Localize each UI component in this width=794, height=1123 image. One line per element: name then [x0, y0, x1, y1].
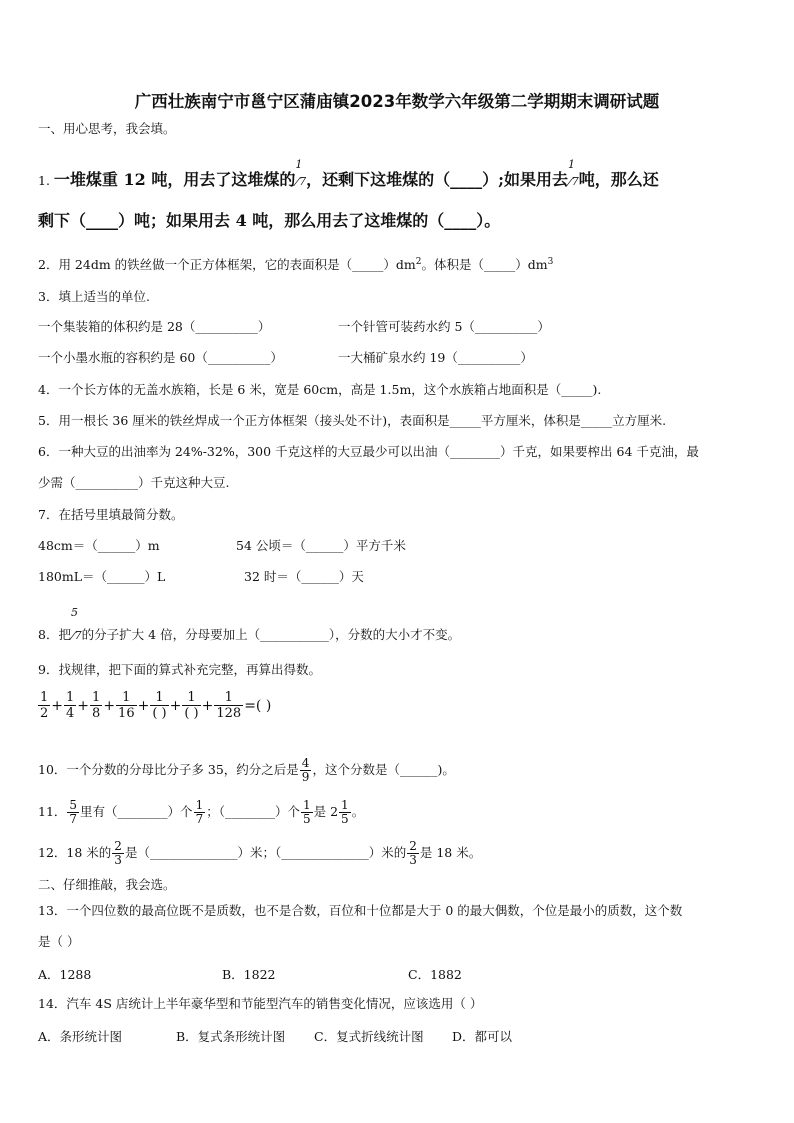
- fraction-numerator: 5: [70, 606, 78, 619]
- question-14-option-a[interactable]: A．条形统计图: [38, 1029, 123, 1044]
- fraction-denominator: 7: [299, 175, 307, 188]
- question-12-text-a: 12．18 米的: [38, 845, 112, 860]
- question-1-text-b: ，还剩下这堆煤的（____）;如果用去: [306, 170, 568, 189]
- question-10-text-a: 10．一个分数的分母比分子多 35，约分之后是: [38, 762, 299, 777]
- question-8-fraction: 5 /7: [69, 606, 82, 642]
- question-6-line-1: 6．一种大豆的出油率为 24%-32%，300 千克这样的大豆最少可以出油（________）千克，如果要榨出 64 千克油，最: [38, 444, 699, 459]
- question-11-number: 11．: [38, 804, 67, 819]
- question-7-item-3: 180mL＝（______）L: [38, 569, 166, 584]
- question-12-fraction-2: $\frac{2}{3}$: [409, 839, 417, 867]
- question-7-title: 7．在括号里填最简分数。: [38, 507, 184, 522]
- fraction-denominator: 7: [74, 629, 82, 642]
- equation-term-5: $\frac{1}{( )}$: [152, 690, 167, 721]
- question-6-line-2: 少需（__________）千克这种大豆.: [38, 475, 230, 490]
- question-8-text-b: 的分子扩大 4 倍，分母要加上（___________），分数的大小才不变。: [81, 627, 461, 642]
- equation-term-4: $\frac{1}{16}$: [118, 690, 135, 721]
- page-title: 广西壮族南宁市邕宁区蒲庙镇2023年数学六年级第二学期期末调研试题: [134, 92, 660, 111]
- question-7-item-2: 54 公顷＝（______）平方千米: [236, 538, 406, 553]
- fraction-numerator: 1: [567, 158, 575, 171]
- fraction-numerator: 1: [295, 158, 303, 171]
- question-1-fraction-2: 1 /7: [568, 173, 579, 188]
- question-11-text-c: 是 2: [313, 804, 339, 819]
- question-11: [38, 797, 364, 827]
- question-8: [38, 606, 461, 644]
- question-13-line-1: 13．一个四位数的最高位既不是质数，也不是合数，百位和十位都是大于 0 的最大偶数，个位是最小的质数，这个数: [38, 903, 683, 918]
- question-2-text-b: 。体积是（_____）dm: [421, 257, 548, 272]
- question-10-fraction: $\frac{4}{9}$: [301, 756, 310, 784]
- question-8-text-a: 8．把: [38, 627, 71, 642]
- question-1-line-1: [38, 158, 659, 194]
- question-10: [38, 755, 455, 785]
- equation-term-2: $\frac{1}{4}$: [66, 690, 75, 721]
- question-13-option-c[interactable]: C．1882: [408, 967, 462, 982]
- question-1-text-c: 吨，那么还: [578, 170, 659, 189]
- question-3-title: 3．填上适当的单位.: [38, 289, 150, 304]
- question-12-fraction-1: $\frac{2}{3}$: [114, 839, 122, 867]
- question-12-text-c: 是 18 米。: [419, 845, 482, 860]
- question-1-number: 1.: [38, 173, 50, 188]
- question-13-option-a[interactable]: A．1288: [38, 967, 92, 982]
- question-12: [38, 838, 481, 868]
- question-14-option-c[interactable]: C．复式折线统计图: [314, 1029, 424, 1044]
- plus-sign: +: [77, 697, 90, 714]
- plus-sign: +: [103, 697, 116, 714]
- question-5: 5．用一根长 36 厘米的铁丝焊成一个正方体框架（接头处不计)，表面积是_____平方厘米，体积是_____立方厘米.: [38, 413, 667, 428]
- question-9-equation: [38, 690, 272, 721]
- question-14-option-d[interactable]: D．都可以: [452, 1029, 513, 1044]
- question-3-item-4: 一大桶矿泉水约 19（__________）: [338, 350, 533, 365]
- question-11-fraction-2: $\frac{1}{7}$: [195, 798, 204, 826]
- equation-result: =( ): [244, 697, 272, 714]
- superscript-3: 3: [547, 257, 554, 267]
- question-13-option-b[interactable]: B．1822: [222, 967, 276, 982]
- question-2: [38, 257, 553, 275]
- equation-term-1: $\frac{1}{2}$: [40, 690, 49, 721]
- equation-term-3: $\frac{1}{8}$: [92, 690, 101, 721]
- section-2-heading: 二、仔细推敲，我会选。: [38, 877, 176, 892]
- equation-term-6: $\frac{1}{( )}$: [184, 690, 199, 721]
- section-1-heading: 一、用心思考，我会填。: [38, 121, 176, 136]
- plus-sign: +: [51, 697, 64, 714]
- question-11-text-d: 。: [351, 804, 365, 819]
- plus-sign: +: [137, 697, 150, 714]
- question-3-item-2: 一个针管可装药水约 5（__________）: [338, 319, 550, 334]
- equation-term-7: $\frac{1}{128}$: [216, 690, 242, 721]
- question-14-option-b[interactable]: B．复式条形统计图: [176, 1029, 286, 1044]
- question-11-fraction-4: $\frac{1}{5}$: [341, 798, 349, 826]
- question-12-text-b: 是（______________）米；（______________）米的: [124, 845, 407, 860]
- question-1-line-2: 剩下（____）吨；如果用去 4 吨，那么用去了这堆煤的（____）。: [38, 211, 501, 230]
- question-11-fraction-3: $\frac{1}{5}$: [302, 798, 311, 826]
- question-13-line-2: 是（ ）: [38, 934, 80, 949]
- question-9-title: 9．找规律，把下面的算式补充完整，再算出得数。: [38, 662, 321, 677]
- question-2-text-a: 2．用 24dm 的铁丝做一个正方体框架，它的表面积是（_____）dm: [38, 257, 416, 272]
- question-7-item-1: 48cm＝（______）m: [38, 538, 160, 553]
- question-11-fraction-1: $\frac{5}{7}$: [69, 798, 78, 826]
- question-1-text-a: 一堆煤重 12 吨，用去了这堆煤的: [53, 170, 296, 189]
- superscript-2: 2: [415, 257, 422, 267]
- plus-sign: +: [169, 697, 182, 714]
- question-1-fraction-1: 1 /7: [295, 173, 306, 188]
- question-4: 4．一个长方体的无盖水族箱，长是 6 米，宽是 60cm，高是 1.5m，这个水族箱占地面积是（_____).: [38, 382, 602, 397]
- question-3-item-3: 一个小墨水瓶的容积约是 60（__________）: [38, 350, 283, 365]
- fraction-denominator: 7: [571, 175, 579, 188]
- question-7-item-4: 32 时＝（______）天: [244, 569, 364, 584]
- question-14: 14．汽车 4S 店统计上半年豪华型和节能型汽车的销售变化情况，应该选用（ ）: [38, 996, 483, 1011]
- question-10-text-b: ，这个分数是（______)。: [312, 762, 455, 777]
- plus-sign: +: [201, 697, 214, 714]
- question-11-text-b: ；（________）个: [206, 804, 300, 819]
- question-11-text-a: 里有（________）个: [80, 804, 193, 819]
- question-3-item-1: 一个集装箱的体积约是 28（__________）: [38, 319, 271, 334]
